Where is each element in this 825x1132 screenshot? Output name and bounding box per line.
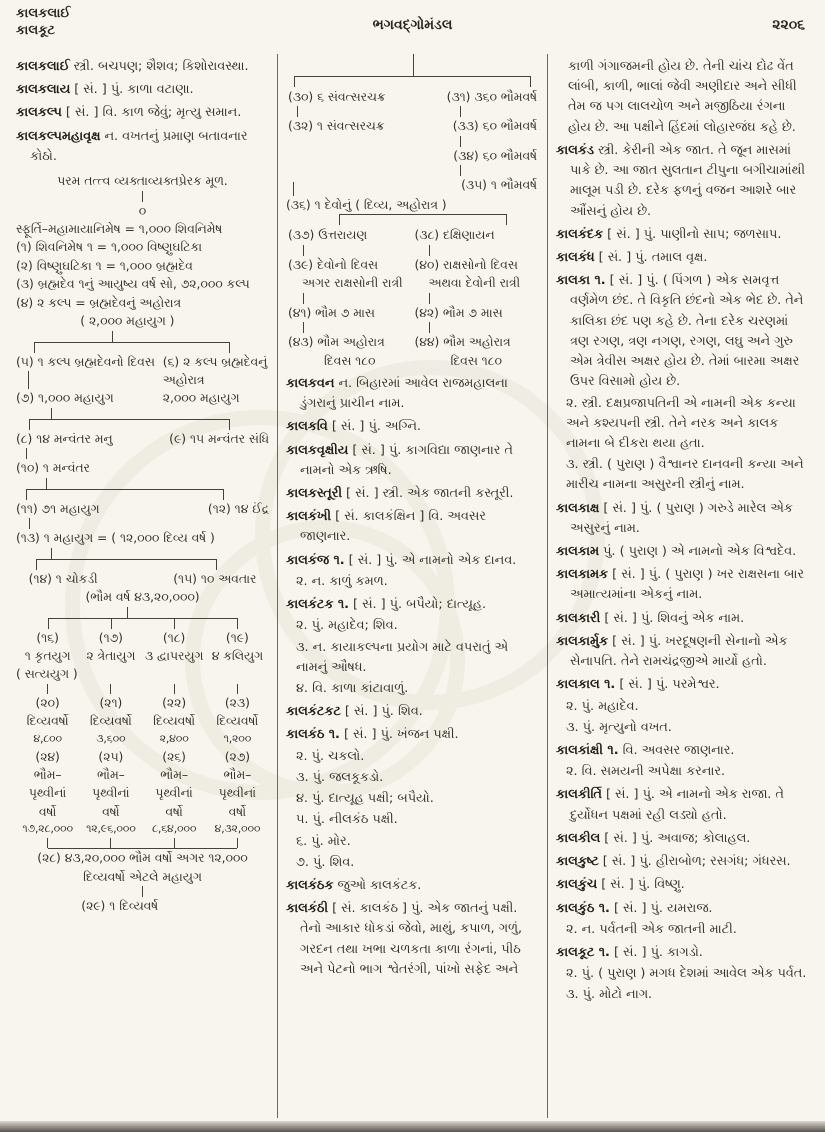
entry-headword: કાલકંડ — [556, 142, 594, 158]
chokdi-row — [16, 570, 269, 588]
dict-entry — [556, 271, 809, 495]
dict-entry — [556, 57, 809, 138]
right-entries — [556, 57, 809, 1006]
dict-entry — [286, 725, 539, 873]
entry-first-line: કાલકલાય [ સં. ] પું. કાળા વટાણા. — [16, 82, 194, 98]
tree-node-3: (૩) બ્રહ્મદેવ ૧નું આયુષ્ય વર્ષ સો, ૭૨,૦૦૦ કલ્પ — [16, 277, 250, 292]
bhaum-label: વર્ષો — [228, 804, 247, 819]
entry-headword: કાલકામ — [556, 544, 600, 560]
entry-first-line: કાલકંટક ૧. [ સં. ] પું. બપૈયો; દાત્યૂહ. — [286, 597, 487, 613]
entry-sense: ૨. પું. મહાદેવ; શિવ. — [296, 618, 398, 634]
dict-entry — [556, 852, 809, 872]
bhaum-label: ભૌમ– — [96, 767, 125, 782]
entry-first-line: કાલકુંઠ ૧. [ સં. ] પું. યમરાજ. — [556, 900, 713, 916]
dict-entry — [556, 542, 809, 562]
bhaum-value-row — [16, 821, 269, 838]
yuga-number-row — [16, 629, 269, 647]
left-entries — [16, 57, 269, 167]
tree-connector — [293, 182, 294, 196]
yuga-name: ૨ ત્રેતાયુગ — [86, 648, 136, 663]
entry-first-line: કાલકલ્પ [ સં. ] વિ. કાળ જેવું; મૃત્યુ સમાન. — [16, 105, 242, 121]
page-number: ૨૨૦૬ — [772, 17, 805, 33]
tree-node-43-line1: (૪૩) ભૌમ અહોરાત્ર — [288, 335, 385, 350]
tree-node-27: (૨૭) — [224, 749, 251, 764]
dict-entry — [556, 632, 809, 672]
tree-connector — [28, 371, 29, 389]
bhaum-label: વર્ષો — [102, 804, 120, 819]
entry-first-line: કાલકારી [ સં. ] પું. શિવનું એક નામ. — [556, 610, 745, 626]
dict-entry — [286, 374, 539, 414]
running-head-first: કાલકલાઈ — [16, 6, 71, 21]
entry-first-line: કાલકવૃક્ષીય [ સં. ] પું. કાગવિદ્યા જાણનાર તે નામનો એક ઋષિ. — [286, 442, 513, 478]
ayan-row — [286, 226, 539, 244]
bhaum-value: ૧૨,૯૬,૦૦૦ — [86, 822, 136, 836]
tree-node-44-line2: દિવસ ૧૮૦ — [450, 353, 502, 368]
tree-origin-mark: ૦ — [138, 203, 147, 218]
tree-connector-row — [286, 322, 539, 333]
entry-sense: ૩. પું. મૃત્યુનો વખત. — [566, 719, 672, 735]
entry-headword: કાલકવન — [286, 375, 335, 391]
entry-headword: કાલકંખી — [286, 509, 332, 525]
running-head-last: કાલકૂટ — [16, 22, 55, 38]
tree-node-13: (૧૩) ૧ મહાયુગ = ( ૧૨,૦૦૦ દિવ્ય વર્ષ ) — [16, 531, 215, 546]
dict-entry — [286, 702, 539, 722]
entry-headword: કાલકાક્ષ — [556, 500, 600, 516]
entry-first-line: કાલકંઠક જુઓ કાલકંટક. — [286, 877, 422, 893]
entry-headword: કાલકંદક — [556, 226, 604, 242]
middle-entries — [286, 374, 539, 980]
yuga-name-row — [16, 647, 269, 665]
entry-first-line: કાલકાલ ૧. [ સં. ] પું. પરમેશ્વર. — [556, 677, 720, 693]
tree-node-28-line2: દિવ્યવર્ષો એટલે મહાયુગ — [83, 869, 202, 884]
dict-entry — [556, 141, 809, 222]
dict-entry — [556, 899, 809, 940]
tree-root-label: પરમ તત્ત્વ વ્યક્તાવ્યક્તપ્રેરક મૂળ. — [57, 174, 228, 189]
bhaum-label: ભૌમ– — [33, 767, 62, 782]
tree-node-39-line2: અગર રાક્ષસોની રાત્રી — [302, 276, 403, 291]
entry-headword: કાલકલ્પ — [16, 105, 62, 121]
dict-entry — [286, 507, 539, 547]
entry-headword: કાલકંઠક — [286, 877, 334, 893]
bhaum-label: પૃથ્વીનાં — [218, 786, 257, 801]
entry-headword: કાલકાર્મુક — [556, 633, 609, 649]
entry-first-line: કાલકુંચ [ સં. ] પું. વિષ્ણુ. — [556, 877, 685, 893]
dict-entry — [286, 417, 539, 437]
tree-connector — [142, 191, 143, 202]
entry-sense: ૩. સ્ત્રી. ( પુરાણ ) વૈશ્વાનર દાનવની કન્યા અને મારીચ નામના અસુરની સ્ત્રીનું નામ. — [566, 457, 804, 493]
mahayuga-row — [16, 500, 269, 518]
bhaum-label: પૃથ્વીનાં — [155, 786, 193, 801]
dict-entry — [286, 551, 539, 592]
entry-sense: ૭. પું. શિવ. — [296, 854, 355, 870]
entry-headword: કાલકીર્તિ — [556, 787, 602, 803]
entry-headword: કાલકંજ ૧. — [286, 552, 345, 568]
tree-branch-connector — [16, 478, 269, 500]
tree-branch-connector — [16, 408, 269, 430]
entry-headword: કાલકાલ ૧. — [556, 677, 616, 693]
dict-entry — [16, 127, 269, 167]
tree-node-16: (૧૬) — [36, 630, 59, 645]
entry-headword: કાલકલ્પમહાવૃક્ષ — [16, 128, 101, 144]
entry-headword: કાલકલાઈ — [16, 59, 70, 74]
divya-value: ૪,૮૦૦ — [33, 731, 62, 745]
entry-sense: ૨. પું. ( પુરાણ ) મગધ દેશમાં આવેલ એક પર્વત. — [566, 966, 807, 982]
tree-node-42: (૪૨) ભૌમ ૭ માસ — [414, 305, 503, 320]
entry-first-line: કાળી ગંગાજમની હોય છે. તેની ચાંચ દોઢ વેંત લાંબી, કાળી, ભાલાં જેવી અણીદાર અને સીધી તેમ જ પગ લાલચોળ અને મજીઠિયા રંગના હોય છે. આ પક્ષીને હિંદમાં લોહારજંઘ કહે છે. — [568, 59, 797, 135]
entry-first-line: કાલકલ્પમહાવૃક્ષ ન. વખતનું પ્રમાણ બતાવનાર કોઠો. — [16, 128, 248, 164]
tree-connector-row — [286, 245, 539, 256]
tree-branch-connector — [16, 331, 269, 353]
divya-value: ૩,૬૦૦ — [96, 731, 126, 745]
three-column-body — [8, 54, 817, 1118]
tree-node-28-line1: (૨૮) ૪૩,૨૦,૦૦૦ ભૌમ વર્ષો અગર ૧૨,૦૦૦ — [37, 851, 248, 866]
tree-connector — [297, 106, 298, 117]
entry-first-line: કાલકામક [ સં. ] પું. ( પુરાણ ) ખર રાક્ષસના બાર અમાત્યમાંના એકનું નામ. — [556, 567, 805, 603]
tree-node-15b: (ભૌમ વર્ષ ૪૩,૨૦,૦૦૦) — [85, 590, 200, 605]
divya-number-row — [16, 694, 269, 712]
yuga-name: ૩ દ્વાપરયુગ — [144, 648, 204, 663]
tree-node-8: (૮) ૧૪ મન્વંતર મનુ — [16, 431, 113, 446]
dict-entry — [556, 741, 809, 782]
entry-sense: ૨. પું. ચકલો. — [296, 748, 365, 764]
tree-node-29: (૨૯) ૧ દિવ્યવર્ષ — [81, 898, 159, 913]
entry-first-line: કાલકંઠ ૧. [ સં. ] પું. ખંજન પક્ષી. — [286, 727, 459, 743]
tree-node-36: (૩૬) ૧ દેવોનું ( દિવ્ય, અહોરાત્ર ) — [286, 197, 447, 212]
bhaum-number-row — [16, 748, 269, 766]
dict-entry — [16, 80, 269, 100]
bhaum-value: ૮,૬૪,૦૦૦ — [151, 822, 197, 836]
entry-first-line: કાલકવન ન. બિહારમાં આવેલ રાજમહાલના ડુંગરાનું પ્રાચીન નામ. — [286, 375, 508, 412]
tree-node-21: (૨૧) — [99, 695, 123, 710]
satyayug-label: ( સત્યયુગ ) — [16, 667, 78, 682]
entry-first-line: કાલકૂટ ૧. [ સં. ] પું. કાગડો. — [556, 944, 703, 960]
entry-sense: ૨. વિ. સમયની અપેક્ષા કરનાર. — [566, 764, 726, 780]
tree-node-40-line1: (૪૦) રાક્ષસોનો દિવસ — [414, 257, 518, 272]
tree-node-37: (૩૭) ઉત્તરાયણ — [288, 228, 368, 243]
column-middle — [277, 54, 547, 1118]
tree-top-connector — [286, 54, 539, 88]
tree-node-30: (૩૦) ૬ સંવત્સરચક્ર — [288, 90, 386, 104]
entry-first-line: કાલકીલ [ સં. ] પું. અવાજ; કોલાહલ. — [556, 830, 751, 846]
tree-connector — [460, 136, 461, 147]
entry-headword: કાલકંધ — [556, 249, 595, 265]
tree-node-15: (૧૫) ૧૦ અવતાર — [173, 571, 257, 586]
page-bottom-scan-edge — [0, 1121, 825, 1132]
tree-connector-row — [16, 684, 269, 694]
tree-node-44-line1: (૪૪) ભૌમ અહોરાત્ર — [414, 335, 511, 350]
time-units-tree-left — [16, 172, 269, 915]
dict-entry — [286, 899, 539, 980]
entry-headword: કાલકીલ — [556, 830, 601, 846]
divya-value: ૧,૨૦૦ — [223, 731, 252, 745]
entry-sense: ૩. પું. જલકૂકડો. — [296, 769, 384, 785]
tree-connector — [29, 518, 30, 529]
entry-headword: કાલકંટકટ — [286, 704, 341, 720]
tree-node-17: (૧૭) — [98, 630, 123, 645]
tree-node-5: (૫) ૧ કલ્પ બ્રહ્મદેવનો દિવસ — [16, 354, 155, 369]
entry-first-line: કાલકાંક્ષી ૧. વિ. અવસર જાણનાર. — [556, 743, 735, 758]
dict-entry — [556, 875, 809, 895]
entry-first-line: કાલકાક્ષ [ સં. ] પું. ( પુરાણ ) ગરુડે મારેલ એક અસુરનું નામ. — [556, 500, 793, 536]
tree-node-32: (૩૨) ૧ સંવત્સરચક્ર — [288, 119, 385, 134]
page-title: ભગવદ્ગોમંડલ — [372, 17, 453, 33]
tree-node-4: (૪) ૨ કલ્પ = બ્રહ્મદેવનું અહોરાત્ર — [16, 295, 182, 310]
entry-headword: કાલકંઠી — [286, 901, 328, 917]
divya-label-row — [16, 712, 269, 730]
dict-entry — [556, 248, 809, 268]
entry-sense: ૫. પું. નીલકંઠ પક્ષી. — [296, 812, 398, 828]
tree-node-40-line2: અથવા દેવોની રાત્રી — [428, 276, 521, 291]
time-units-tree-middle — [286, 54, 539, 370]
tree-node-7: (૭) ૧,૦૦૦ મહાયુગ — [16, 391, 114, 406]
tree-node-1: (૧) શિવનિમેષ ૧ = ૧,૦૦૦ વિષ્ણુઘટિકા — [16, 240, 203, 255]
divya-value-row — [16, 731, 269, 748]
tree-node-25: (૨૫) — [98, 749, 124, 764]
entry-headword: કાલકુંચ — [556, 877, 598, 893]
bhaum-label: ભૌમ– — [160, 767, 189, 782]
tree-connector — [460, 106, 461, 117]
tree-node-6: (૬) ૨ કલ્પ બ્રહ્મદેવનું અહોરાત્ર — [162, 354, 268, 388]
entry-first-line: કાલકંટકટ [ સં. ] પું. શિવ. — [286, 704, 423, 720]
tree-node-7b: ૨,૦૦૦ મહાયુગ — [162, 391, 240, 406]
tree-node-41: (૪૧) ભૌમ ૭ માસ — [288, 305, 375, 320]
bhaum-label-row2 — [16, 784, 269, 802]
tree-node-34: (૩૪) ૬૦ ભૌમવર્ષ — [453, 148, 537, 163]
entry-sense: ૨. ન. પર્વતની એક જાતની માટી. — [566, 921, 737, 937]
entry-headword: કાલકુષ્ટ — [556, 854, 599, 870]
bhaum-label-row1 — [16, 766, 269, 784]
dict-entry — [556, 785, 809, 825]
tree-node-4b: ( ૨,૦૦૦ મહાયુગ ) — [80, 314, 175, 329]
tree-node-12: (૧૨) ૧૪ ઈંદ્ર — [207, 501, 269, 516]
tree-node-35: (૩૫) ૧ ભૌમવર્ષ — [461, 178, 537, 193]
divya-label: દિવ્યવર્ષો — [153, 714, 196, 729]
divya-label: દિવ્યવર્ષો — [89, 714, 132, 729]
tree-branch-connector — [16, 548, 269, 570]
tree-node-19: (૧૯) — [225, 630, 249, 645]
tree-node-11: (૧૧) ૭૧ મહાયુગ — [16, 501, 100, 516]
entry-headword: કાલકવિ — [286, 419, 328, 435]
entry-sense: ૨. સ્ત્રી. દક્ષપ્રજાપતિની એ નામની એક કન્યા અને કશ્યપની સ્ત્રી. તેને નરક અને કાલક નામના બે દીકરા થયા હતા. — [566, 395, 796, 451]
tree-node-9: (૯) ૧૫ મન્વંતર સંધિ — [169, 431, 269, 446]
bhaum-label: ભૌમ– — [223, 767, 252, 782]
dict-entry — [16, 103, 269, 123]
entry-first-line: કાલકસ્તૂરી [ સં. ] સ્ત્રી. એક જાતની કસ્તૂરી. — [286, 486, 514, 502]
bhaum-label: વર્ષો — [38, 804, 57, 819]
tree-node-23: (૨૩) — [224, 695, 250, 710]
page-header — [0, 0, 825, 52]
entry-headword: કાલકારી — [556, 610, 601, 626]
divya-label: દિવ્યવર્ષો — [26, 714, 69, 729]
entry-sense: ૩. ન. કાયાકલ્પના પ્રયોગ માટે વપરાતું એ નામનું ઔષધ. — [296, 639, 509, 675]
entry-headword: કાલકસ્તૂરી — [286, 486, 342, 502]
divya-label: દિવ્યવર્ષો — [216, 714, 259, 729]
bhaum-value: ૧૭,૨૮,૦૦૦ — [22, 822, 73, 836]
entry-first-line: કાલકવિ [ સં. ] પું. અગ્નિ. — [286, 419, 422, 435]
dict-entry — [286, 595, 539, 699]
entry-headword: કાલકવૃક્ષીય — [286, 442, 349, 458]
yuga-name: ૪ કલિયુગ — [211, 648, 264, 663]
bhaum-value: ૪,૩૨,૦૦૦ — [214, 822, 261, 836]
yuga-name: ૧ કૃતયુગ — [24, 648, 71, 663]
dict-entry — [556, 609, 809, 629]
dict-entry — [556, 565, 809, 605]
dict-entry — [556, 499, 809, 539]
tree-node-14: (૧૪) ૧ ચોકડી — [28, 571, 98, 586]
entry-headword: કાલકામક — [556, 567, 609, 583]
entry-headword: કાલકુંઠ ૧. — [556, 900, 610, 916]
entry-sense: ૨. ન. કાળું કમળ. — [296, 573, 388, 589]
bhaum-month-row — [286, 304, 539, 322]
tree-connector — [460, 165, 461, 176]
entry-sense: ૩. પું. મોટો નાગ. — [566, 987, 653, 1003]
column-right — [547, 54, 817, 1118]
tree-connector-row — [286, 293, 539, 304]
entry-headword: કાલકલાય — [16, 82, 71, 98]
entry-first-line: કાલકાર્મુક [ સં. ] પું. ખરદૂષણની સેનાનો એક સેનાપતિ. તેને રામચંદ્રજીએ માર્યો હતો. — [556, 633, 788, 670]
entry-headword: કાલકાંક્ષી ૧. — [556, 743, 619, 758]
tree-node-33: (૩૩) ૬૦ ભૌમવર્ષ — [452, 119, 537, 134]
tree-node-10: (૧૦) ૧ મન્વંતર — [16, 461, 90, 476]
tree-node-22: (૨૨) — [162, 695, 187, 710]
divya-value: ૨,૪૦૦ — [159, 731, 189, 745]
entry-first-line: કાલકલાઈ સ્ત્રી. બચપણ; શૈશવ; કિશોરાવસ્થા. — [16, 59, 249, 74]
entry-first-line: કાલકામ પું. ( પુરાણ ) એ નામનો એક વિશ્વદેવ. — [556, 544, 797, 560]
dict-entry — [556, 675, 809, 738]
entry-headword: કાલકંટક ૧. — [286, 597, 349, 613]
entry-sense: ૪. વિ. કાળા કાંટાવાળું. — [296, 681, 409, 696]
tree-branch-connector-4way — [16, 607, 269, 629]
tree-branch-connector — [286, 214, 539, 226]
tree-node-18: (૧૮) — [162, 630, 186, 645]
dict-entry — [556, 829, 809, 849]
dict-entry — [16, 57, 269, 77]
dict-entry — [556, 225, 809, 245]
bhaum-label-row3 — [16, 803, 269, 821]
entry-headword: કાલકૂટ ૧. — [556, 944, 610, 960]
entry-first-line: કાલકંડ સ્ત્રી. કેરીની એક જાત. તે જૂન માસમાં પાકે છે. આ જાત સુલતાન ટીપુના બગીચામાંથી માલૂમ પડી છે. દરેક ફળનું વજન આશરે બાર ઔંસનું હોય છે. — [556, 142, 805, 219]
tree-node-43-line2: દિવસ ૧૮૦ — [324, 353, 376, 368]
entry-first-line: કાલકા ૧. [ સં. ] પું. ( પિંગળ ) એક સમવૃત્ત વર્ણમેળ છંદ. તે વિકૃતિ છંદનો એક ભેદ છે. તેને કાલિકા છંદ પણ કહે છે. તેના દરેક ચરણમાં ત્રણ રગણ, ત્રણ નગણ, રગણ, લઘુ અને ગુરુ એમ ત્રેવીસ અક્ષર હોય છે. તેમાં બારમા અક્ષર ઉપર વિસામો હોય છે. — [556, 273, 804, 390]
tree-node-31: (૩૧) ૩૬૦ ભૌમવર્ષ — [446, 90, 537, 104]
kalpa-branch-row — [16, 353, 269, 408]
tree-node-26: (૨૬) — [162, 749, 186, 764]
bhaum-label: પૃથ્વીનાં — [92, 786, 130, 801]
tree-line-spurti: સ્ફૂર્તિ–મહામાયાનિમેષ = ૧,૦૦૦ શિવનિમેષ — [16, 221, 223, 236]
dict-entry — [556, 943, 809, 1006]
entry-first-line: કાલકંધ [ સં. ] પું. તમાલ વૃક્ષ. — [556, 249, 708, 265]
tree-node-20: (૨૦) — [35, 695, 60, 710]
samvatsar-branch — [286, 88, 539, 196]
entry-sense: ૨. પું. મહાદેવ. — [566, 698, 639, 714]
entry-sense: ૪. પું. દાત્યૂહ પક્ષી; બપૈયો. — [296, 791, 434, 807]
entry-first-line: કાલકીર્તિ [ સં. ] પું. એ નામનો એક રાજા. તે દુર્યોધન પક્ષમાં રહી લડ્યો હતો. — [556, 787, 784, 823]
satyayug-row — [16, 665, 269, 683]
column-left — [8, 54, 277, 1118]
entry-first-line: કાલકુષ્ટ [ સં. ] પું. હીરાબોળ; રસગંધ; ગંધરસ. — [556, 854, 791, 870]
bhaum-label: પૃથ્વીનાં — [28, 786, 67, 801]
entry-first-line: કાલકંખી [ સં. કાલકંક્ષિન ] વિ. અવસર જાણનાર. — [286, 509, 486, 545]
tree-connector — [142, 886, 143, 897]
entry-sense: ૬. પું. મોર. — [296, 833, 351, 849]
manvantar-row — [16, 430, 269, 448]
tree-node-24: (૨૪) — [35, 749, 60, 764]
bhaum-label: વર્ષો — [165, 804, 183, 819]
bhaum-ahoratra-row — [286, 333, 539, 370]
entry-first-line: કાલકંઠી [ સં. કાલકંઠ ] પું. એક જાતનું પક્ષી. તેનો આકાર ધોકડાં જેવો, માથું, કપાળ, ગળું, ગરદન તથા ખભા ચળકતા કાળા રંગનાં, પીઠ અને પેટનો ભાગ શ્વેતરંગી, પાંખો સફેદ અને — [286, 901, 523, 977]
tree-node-39-line1: (૩૯) દેવોનો દિવસ — [288, 257, 379, 272]
dict-entry — [286, 441, 539, 481]
dict-entry — [286, 876, 539, 896]
entry-first-line: કાલકંદક [ સં. ] પું. પાણીનો સાપ; જળસાપ. — [556, 226, 782, 242]
tree-node-38: (૩૮) દક્ષિણાયન — [414, 228, 495, 243]
entry-headword: કાલકંઠ ૧. — [286, 727, 340, 743]
dict-entry — [286, 484, 539, 504]
tree-connector — [26, 448, 27, 459]
entry-first-line: કાલકંજ ૧. [ સં. ] પું. એ નામનો એક દાનવ. — [286, 552, 517, 568]
tree-merge-connector-row — [16, 838, 269, 848]
entry-headword: કાલકા ૧. — [556, 273, 606, 289]
tree-node-2: (૨) વિષ્ણુઘટિકા ૧ = ૧,૦૦૦ બ્રહ્મદેવ — [16, 258, 193, 273]
deva-day-row — [286, 256, 539, 293]
